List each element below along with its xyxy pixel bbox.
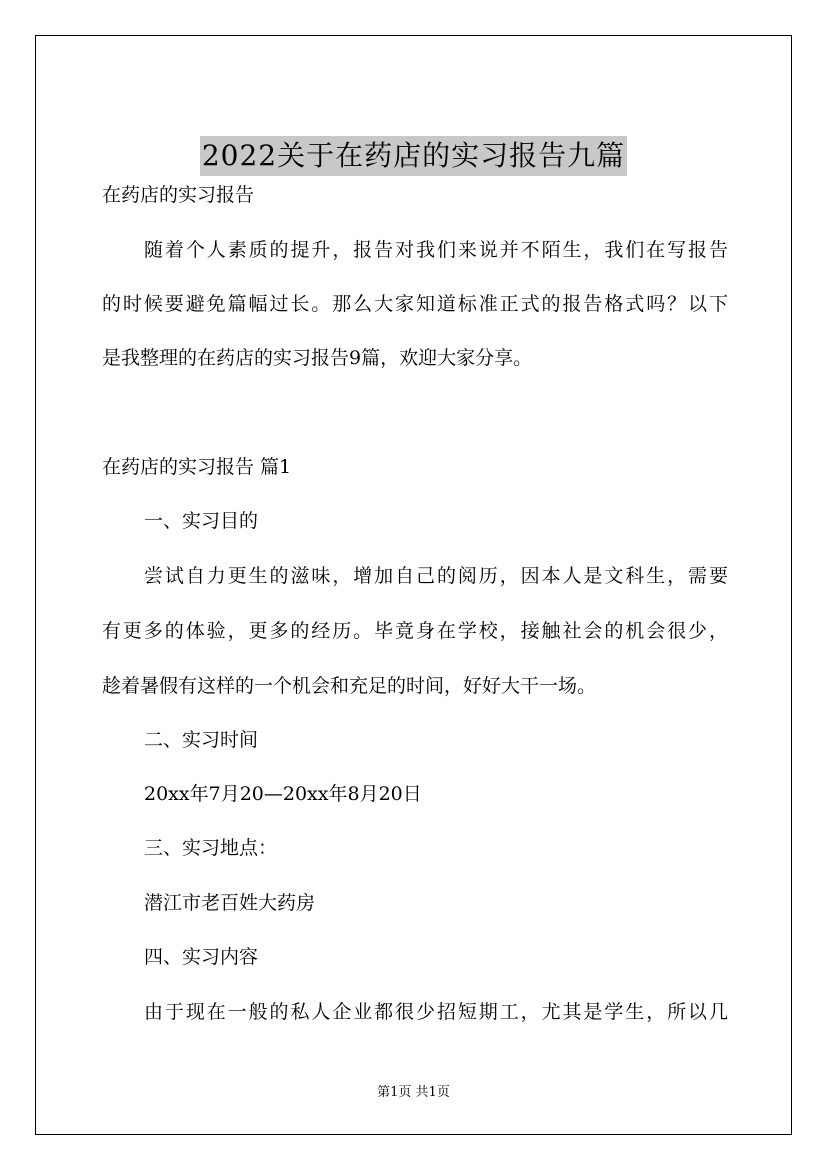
part4-heading: 四、实习内容 — [144, 946, 259, 968]
part2-heading: 二、实习时间 — [144, 729, 259, 751]
part3-body: 潜江市老百姓大药房 — [144, 892, 316, 914]
intro-line-1: 随着个人素质的提升，报告对我们来说并不陌生，我们在写报告 — [144, 239, 728, 261]
part4-line-1: 由于现在一般的私人企业都很少招短期工，尤其是学生，所以几 — [144, 1001, 728, 1023]
page-footer: 第1页 共1页 — [377, 1085, 450, 1100]
intro-line-2: 的时候要避免篇幅过长。那么大家知道标准正式的报告格式吗？以下 — [102, 293, 728, 315]
section-heading: 在药店的实习报告 篇1 — [102, 456, 292, 478]
title-container — [36, 136, 791, 176]
part1-line-3: 趁着暑假有这样的一个机会和充足的时间，好好大干一场。 — [102, 675, 597, 697]
part3-heading: 三、实习地点： — [144, 837, 278, 859]
part2-body: 20xx年7月20—20xx年8月20日 — [144, 783, 422, 805]
intro-line-3: 是我整理的在药店的实习报告9篇，欢迎大家分享。 — [102, 347, 533, 369]
document-title: 2022关于在药店的实习报告九篇 — [200, 136, 627, 176]
part1-heading: 一、实习目的 — [144, 510, 259, 532]
part1-line-1: 尝试自力更生的滋味，增加自己的阅历，因本人是文科生，需要 — [144, 565, 728, 587]
document-page — [35, 35, 792, 1135]
subtitle: 在药店的实习报告 — [102, 184, 255, 206]
part1-line-2: 有更多的体验，更多的经历。毕竟身在学校，接触社会的机会很少， — [102, 620, 728, 642]
